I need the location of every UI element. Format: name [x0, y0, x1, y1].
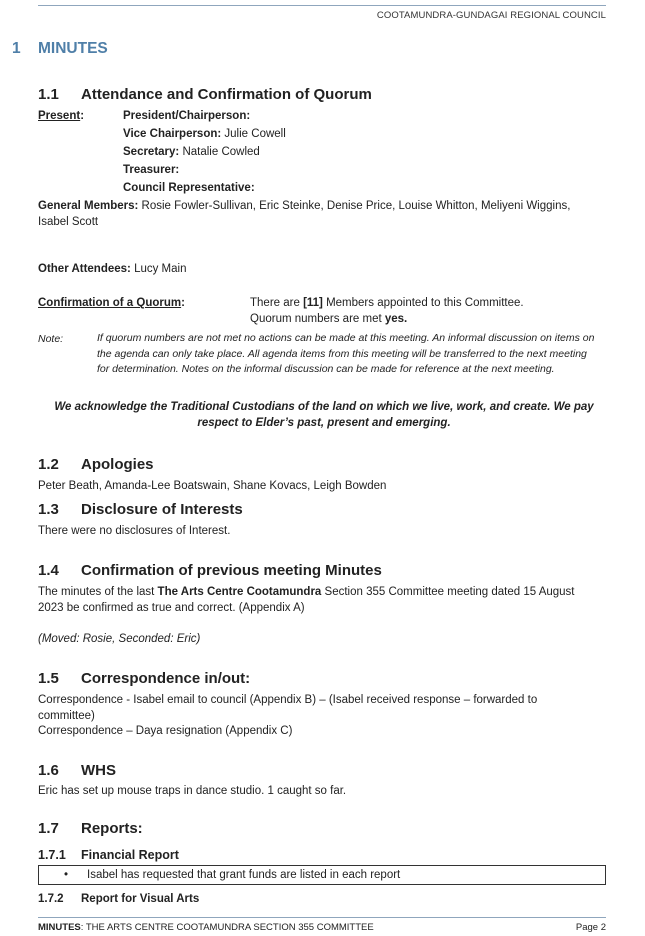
heading-previous-minutes: 1.4 Confirmation of previous meeting Minutes: [38, 562, 382, 579]
footer-rule: [38, 917, 606, 918]
role-council-rep: Council Representative:: [123, 182, 255, 194]
role-secretary: Secretary: Natalie Cowled: [123, 146, 260, 158]
correspondence-line2: committee): [38, 710, 95, 722]
acknowledgement: We acknowledge the Traditional Custodians of the land on which we live, work, and create. We pay respect to Elder’s past, present and emerging.: [54, 401, 594, 429]
other-attendees: Other Attendees: Lucy Main: [38, 263, 187, 275]
present-label: Present:: [38, 110, 85, 122]
footer-title: MINUTES: THE ARTS CENTRE COOTAMUNDRA SECTION 355 COMMITTEE: [38, 922, 374, 933]
header-org-name: COOTAMUNDRA-GUNDAGAI REGIONAL COUNCIL: [376, 10, 606, 21]
heading-financial-report: 1.7.1 Financial Report: [38, 848, 179, 862]
header-rule: [38, 5, 606, 6]
heading-apologies: 1.2 Apologies: [38, 456, 154, 473]
heading-disclosures: 1.3 Disclosure of Interests: [38, 501, 243, 518]
heading-correspondence: 1.5 Correspondence in/out:: [38, 670, 251, 687]
bullet-marker: •: [64, 869, 69, 881]
heading-attendance: [38, 87, 372, 103]
heading-visual-arts-report: 1.7.2 Report for Visual Arts: [38, 893, 200, 905]
note-label: Note:: [38, 333, 64, 345]
role-vice-chair: Vice Chairperson: Julie Cowell: [123, 128, 286, 140]
quorum-count-line: There are [11] Members appointed to this Committee.: [250, 297, 524, 309]
section-number: 1: [12, 40, 21, 57]
quorum-met-line: Quorum numbers are met yes.: [250, 313, 408, 325]
disclosures-text: There were no disclosures of Interest.: [38, 525, 231, 537]
moved-seconded: (Moved: Rosie, Seconded: Eric): [38, 633, 201, 645]
heading-whs: 1.6 WHS: [38, 762, 116, 779]
note-text: If quorum numbers are not met no actions can be made at this meeting. An informal discussion on items on the agenda can only take place. All agenda items from this meeting will be transferred to the next meeting for determination. Notes on the informal discussion can be made for reference at the next meeting.: [97, 332, 595, 375]
financial-report-box: [38, 865, 606, 885]
correspondence-line1: Correspondence - Isabel email to council (Appendix B) – (Isabel received response – forwarded to: [38, 694, 538, 706]
heading-reports: 1.7 Reports:: [38, 820, 143, 837]
general-members-cont: Isabel Scott: [38, 216, 99, 228]
previous-minutes-line1: The minutes of the last The Arts Centre Cootamundra Section 355 Committee meeting dated 15 August: [38, 586, 575, 598]
heading-text: Attendance and Confirmation of Quorum: [81, 86, 372, 103]
role-president: President/Chairperson:: [123, 110, 251, 122]
heading-number: 1.1: [38, 86, 59, 103]
apologies-text: Peter Beath, Amanda-Lee Boatswain, Shane Kovacs, Leigh Bowden: [38, 480, 387, 492]
role-treasurer: Treasurer:: [123, 164, 180, 176]
general-members: General Members: Rosie Fowler-Sullivan, Eric Steinke, Denise Price, Louise Whitton, Meliyeni Wiggins,: [38, 200, 571, 212]
correspondence-line3: Correspondence – Daya resignation (Appendix C): [38, 725, 293, 737]
whs-text: Eric has set up mouse traps in dance studio. 1 caught so far.: [38, 785, 347, 797]
section-title: MINUTES: [38, 40, 108, 57]
financial-report-item: Isabel has requested that grant funds are listed in each report: [87, 869, 401, 881]
quorum-label: Confirmation of a Quorum:: [38, 297, 185, 309]
page-number: Page 2: [575, 922, 606, 933]
previous-minutes-line2: 2023 be confirmed as true and correct. (Appendix A): [38, 602, 305, 614]
